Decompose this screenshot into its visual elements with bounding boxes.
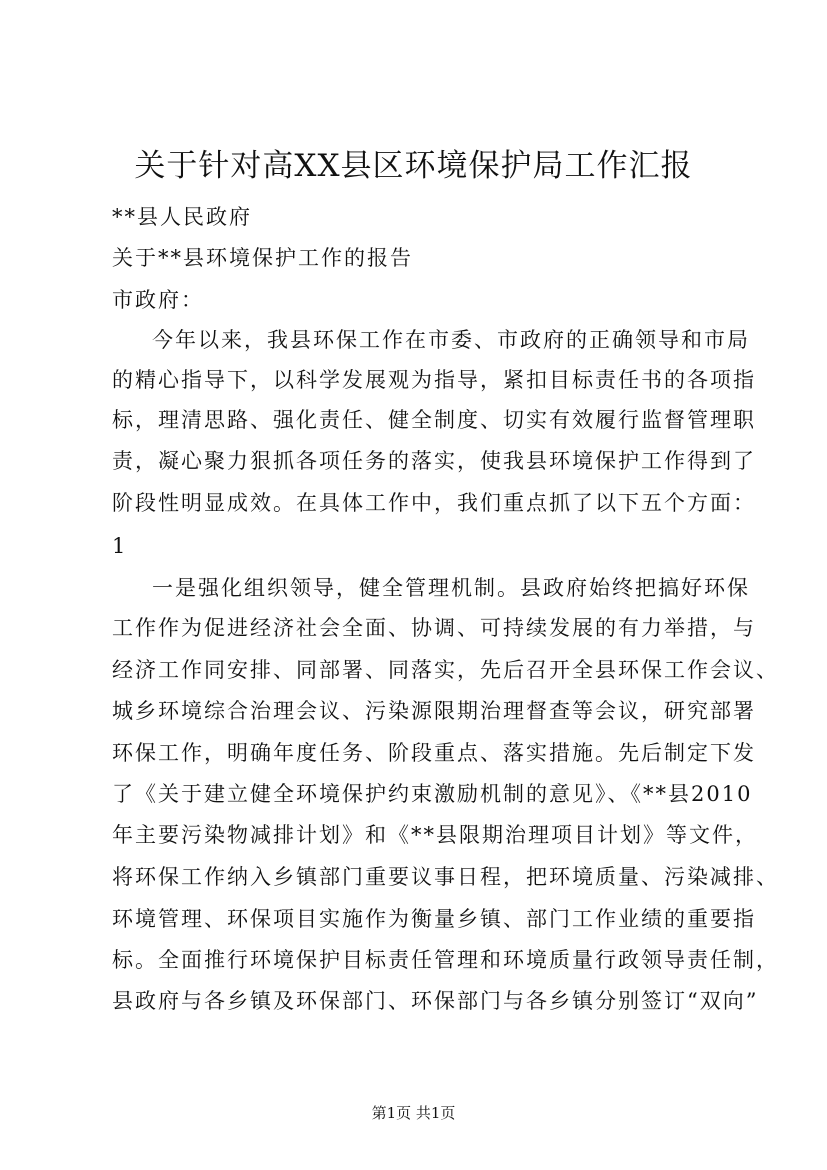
header-line-addressee: 市政府：	[112, 288, 204, 312]
header-line-issuer: **县人民政府	[112, 205, 252, 229]
paragraph2-line: 了《关于建立健全环境保护约束激励机制的意见》、《**县2010	[112, 782, 753, 806]
paragraph1-line: 责，凝心聚力狠抓各项任务的落实，使我县环境保护工作得到了	[112, 449, 756, 473]
paragraph1-line: 阶段性明显成效。在具体工作中，我们重点抓了以下五个方面：	[112, 491, 756, 515]
paragraph2-line: 县政府与各乡镇及环保部门、环保部门与各乡镇分别签订“双向”	[112, 989, 759, 1013]
paragraph2-line: 环境管理、环保项目实施作为衡量乡镇、部门工作业绩的重要指	[112, 907, 756, 931]
paragraph1-line: 标，理清思路、强化责任、健全制度、切实有效履行监督管理职	[112, 408, 756, 432]
paragraph2-line: 工作作为促进经济社会全面、协调、可持续发展的有力举措，与	[112, 616, 756, 640]
paragraph2-line: 城乡环境综合治理会议、污染源限期治理督查等会议，研究部署	[112, 699, 756, 723]
paragraph2-line: 年主要污染物减排计划》和《**县限期治理项目计划》等文件，	[112, 823, 758, 847]
paragraph2-line: 环保工作，明确年度任务、阶段重点、落实措施。先后制定下发	[112, 741, 756, 765]
paragraph1-line: 今年以来，我县环保工作在市委、市政府的正确领导和市局	[152, 328, 750, 352]
paragraph2-line: 经济工作同安排、同部署、同落实，先后召开全县环保工作会议、	[112, 658, 779, 682]
paragraph2-line: 一是强化组织领导，健全管理机制。县政府始终把搞好环保	[152, 576, 750, 600]
paragraph2-line: 将环保工作纳入乡镇部门重要议事日程，把环境质量、污染减排、	[112, 865, 779, 889]
page-number-footer: 第1页 共1页	[371, 1104, 456, 1122]
header-line-report-title: 关于**县环境保护工作的报告	[112, 246, 413, 270]
document-title: 关于针对高XX县区环境保护局工作汇报	[134, 148, 693, 184]
paragraph1-line: 1	[112, 534, 128, 558]
paragraph2-line: 标。全面推行环境保护目标责任管理和环境质量行政领导责任制，	[112, 948, 779, 972]
paragraph1-line: 的精心指导下，以科学发展观为指导，紧扣目标责任书的各项指	[112, 368, 756, 392]
